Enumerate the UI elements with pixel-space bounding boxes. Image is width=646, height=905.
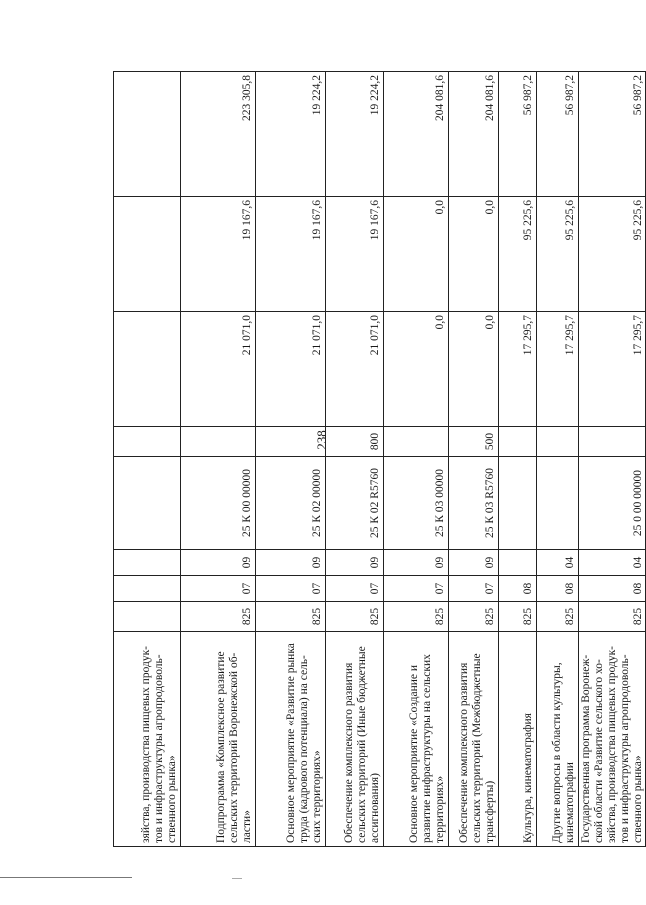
row-amount-year1: 17 295,7 <box>537 312 579 427</box>
row-expense-type: 800 <box>326 427 384 457</box>
row-target-article: 25 К 03 00000 <box>384 457 449 550</box>
row-section-code: 07 <box>326 576 384 602</box>
budget-table <box>113 71 646 847</box>
row-amount-year2 <box>114 197 181 312</box>
table-row <box>384 72 449 847</box>
row-amount-year3: 204 081,6 <box>384 72 449 197</box>
row-amount-year3: 204 081,6 <box>449 72 499 197</box>
row-name: Другие вопросы в области культуры, кинематографии <box>537 632 579 847</box>
row-name: зяйства, производства пищевых продук-тов и инфраструктуры агропродоволь-ственного рынка» <box>114 632 181 847</box>
row-amount-year1: 0,0 <box>449 312 499 427</box>
row-amount-year3: 223 305,8 <box>181 72 256 197</box>
table-row <box>181 72 256 847</box>
row-subsection-code: 09 <box>449 550 499 576</box>
row-name: Обеспечение комплексного развития сельских территорий (Иные бюджетные ассигнования) <box>326 632 384 847</box>
row-name: Подпрограмма «Комплексное развитие сельских территорий Воронежской об-ласти» <box>181 632 256 847</box>
table-row <box>326 72 384 847</box>
row-target-article <box>114 457 181 550</box>
row-amount-year1: 17 295,7 <box>499 312 537 427</box>
row-expense-type <box>256 427 326 457</box>
page-number: 238 <box>313 430 329 450</box>
row-expense-type <box>181 427 256 457</box>
row-amount-year3: 56 987,2 <box>537 72 579 197</box>
row-target-article: 25 К 03 R5760 <box>449 457 499 550</box>
row-subsection-code <box>114 550 181 576</box>
row-target-article: 25 К 00 00000 <box>181 457 256 550</box>
row-section-code: 07 <box>181 576 256 602</box>
row-amount-year2: 95 225,6 <box>537 197 579 312</box>
row-name: Обеспечение комплексного развития сельских территорий (Межбюджетные трансферты) <box>449 632 499 847</box>
row-amount-year2: 19 167,6 <box>256 197 326 312</box>
table-row <box>499 72 537 847</box>
row-amount-year3: 19 224,2 <box>326 72 384 197</box>
row-expense-type: 500 <box>449 427 499 457</box>
row-amount-year2: 19 167,6 <box>181 197 256 312</box>
row-amount-year3 <box>114 72 181 197</box>
row-amount-year2: 0,0 <box>449 197 499 312</box>
row-subsection-code: 09 <box>256 550 326 576</box>
row-expense-type <box>114 427 181 457</box>
row-target-article: 25 0 00 00000 <box>579 457 646 550</box>
row-amount-year1: 21 071,0 <box>326 312 384 427</box>
row-amount-year2: 19 167,6 <box>326 197 384 312</box>
budget-table-rotated <box>113 72 644 847</box>
scan-edge-line <box>0 877 132 878</box>
row-target-article <box>499 457 537 550</box>
row-section-code <box>114 576 181 602</box>
row-subsection-code: 04 <box>579 550 646 576</box>
row-grbs-code <box>114 602 181 632</box>
row-amount-year3: 56 987,2 <box>579 72 646 197</box>
row-grbs-code: 825 <box>499 602 537 632</box>
row-grbs-code: 825 <box>449 602 499 632</box>
row-subsection-code: 04 <box>537 550 579 576</box>
row-amount-year2: 0,0 <box>384 197 449 312</box>
scan-edge-mark <box>232 878 242 879</box>
row-section-code: 08 <box>537 576 579 602</box>
row-amount-year1: 21 071,0 <box>181 312 256 427</box>
table-row <box>579 72 646 847</box>
row-grbs-code: 825 <box>256 602 326 632</box>
row-grbs-code: 825 <box>384 602 449 632</box>
row-expense-type <box>579 427 646 457</box>
row-grbs-code: 825 <box>537 602 579 632</box>
row-amount-year1: 17 295,7 <box>579 312 646 427</box>
row-name: Основное мероприятие «Создание и развитие инфраструктуры на сельских территориях» <box>384 632 449 847</box>
row-section-code: 07 <box>449 576 499 602</box>
row-name: Государственная программа Воронеж-ской области «Развитие сельского хо-зяйства, производства пищевых продук-тов и инфраструктуры агропродоволь-ственного рынка» <box>579 632 646 847</box>
row-subsection-code: 09 <box>181 550 256 576</box>
row-name: Культура, кинематография <box>499 632 537 847</box>
row-subsection-code <box>499 550 537 576</box>
row-subsection-code: 09 <box>384 550 449 576</box>
row-section-code: 08 <box>499 576 537 602</box>
row-target-article: 25 К 02 00000 <box>256 457 326 550</box>
row-grbs-code: 825 <box>326 602 384 632</box>
row-section-code: 07 <box>256 576 326 602</box>
row-amount-year2: 95 225,6 <box>579 197 646 312</box>
row-expense-type <box>537 427 579 457</box>
table-row <box>114 72 181 847</box>
row-target-article <box>537 457 579 550</box>
row-section-code: 07 <box>384 576 449 602</box>
row-amount-year3: 19 224,2 <box>256 72 326 197</box>
row-grbs-code: 825 <box>579 602 646 632</box>
row-amount-year1 <box>114 312 181 427</box>
table-row <box>256 72 326 847</box>
row-amount-year3: 56 987,2 <box>499 72 537 197</box>
row-target-article: 25 К 02 R5760 <box>326 457 384 550</box>
row-expense-type <box>384 427 449 457</box>
row-name: Основное мероприятие «Развитие рынка труда (кадрового потенциала) на сель-ских территориях» <box>256 632 326 847</box>
row-amount-year1: 21 071,0 <box>256 312 326 427</box>
row-amount-year2: 95 225,6 <box>499 197 537 312</box>
row-expense-type <box>499 427 537 457</box>
table-row <box>537 72 579 847</box>
row-amount-year1: 0,0 <box>384 312 449 427</box>
row-grbs-code: 825 <box>181 602 256 632</box>
table-row <box>449 72 499 847</box>
row-section-code: 08 <box>579 576 646 602</box>
row-subsection-code: 09 <box>326 550 384 576</box>
